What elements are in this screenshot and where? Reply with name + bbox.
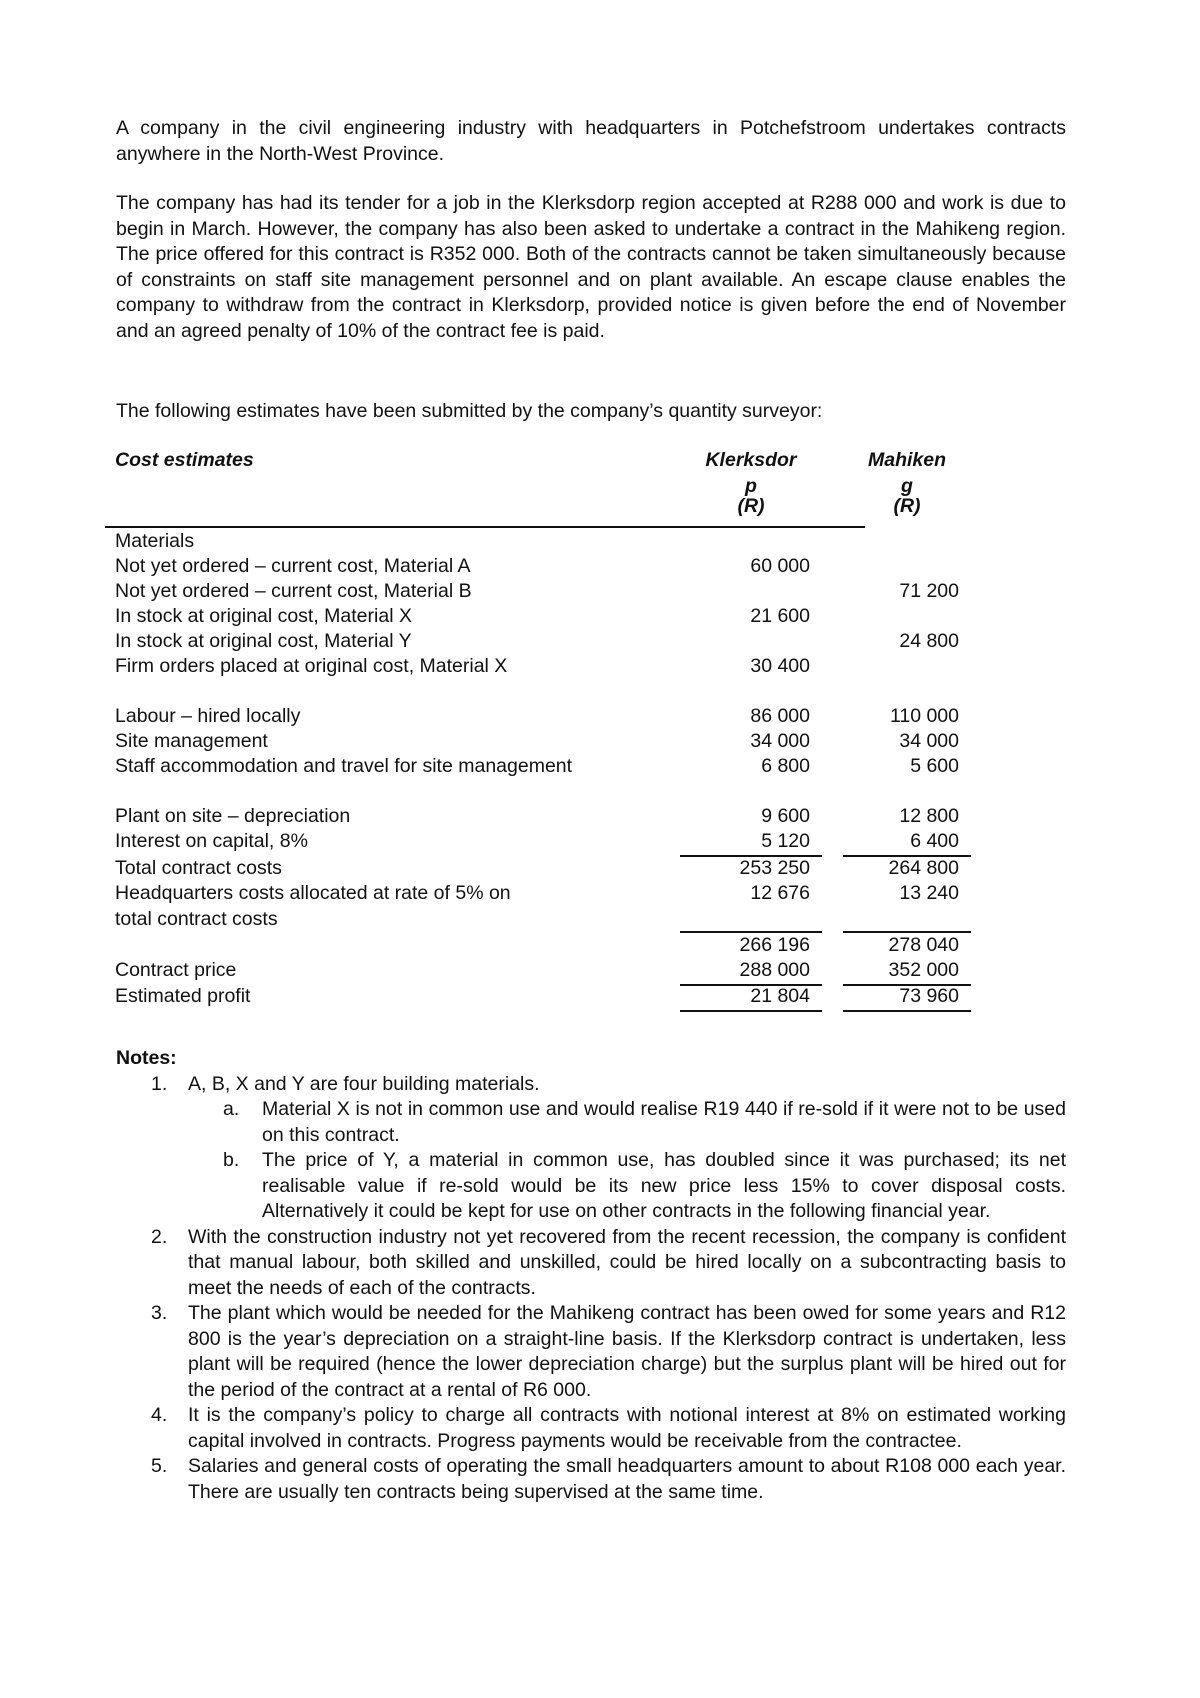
table-header <box>105 448 947 528</box>
note-item: 5. Salaries and general costs of operating the small headquarters amount to about R108 000 each year. There are usually ten contracts being supervised at the same time. <box>151 1455 1066 1503</box>
note-item: 2. With the construction industry not yet recovered from the recent recession, the company is confident that manual labour, both skilled and unskilled, could be hired locally on a subcontracting basis to meet the needs of each of the contracts. <box>151 1225 1066 1299</box>
intro-paragraph-3: The following estimates have been submitted by the company’s quantity surveyor: <box>116 400 823 422</box>
note-item: 3. The plant which would be needed for the Mahikeng contract has been owed for some years and R12 800 is the year’s depreciation on a straight-line basis. If the Klerksdorp contract is undertaken, less plant will be required (hence the lower depreciation charge) but the surplus plant will be hired out for the period of the contract at a rental of R6 000. <box>151 1302 1066 1401</box>
note-item: 4. It is the company’s policy to charge all contracts with notional interest at 8% on estimated working capital involved in contracts. Progress payments would be receivable from the contractee. <box>151 1404 1066 1452</box>
table-header-label: Cost estimates <box>115 449 254 471</box>
header-rule <box>105 526 865 528</box>
notes-section <box>116 1046 1066 1505</box>
cost-estimates-table: Cost estimates Klerksdor p (R) Mahiken g (R) Materials Not yet ordered – current cost, Material A 60 000 Not yet ordered – current cost, Material B 71 200 In stock at original cost, Material X 21 600 In stock at original cost, Material Y 24 800 Firm orders placed at original cost, Material X 30 400 Labour – hired locally 86 000 110 000 Site management 34 000 34 000 Staff accommodation and travel for site management 6 800 5 600 Plant on site – depreciation 9 600 12 800 Interest on capital, 8% 5 120 6 400 Total contract costs 253 250 264 800 Headquarters costs allocated at rate of 5% on total contract costs 12 676 13 240 266 196 278 040 Contract price 288 000 352 000 Estimated profit 21 804 73 960 <box>105 448 865 528</box>
column-header-klerksdorp: Klerksdor p (R) <box>705 449 797 517</box>
column-header-mahikeng: Mahiken g (R) <box>867 449 947 517</box>
note-subitem: b. The price of Y, a material in common use, has doubled since it was purchased; its net realisable value if re-sold would be its new price less 15% to cover disposal costs. Alternatively it could be kept for use on other contracts in the following financial year. <box>223 1149 1066 1222</box>
note-subitem: a. Material X is not in common use and would realise R19 440 if re-sold if it were not to be used on this contract. <box>223 1098 1066 1146</box>
intro-paragraph-1: A company in the civil engineering industry with headquarters in Potchefstroom undertakes contracts anywhere in the North-West Province. <box>116 117 1066 165</box>
note-item: 1. A, B, X and Y are four building materials. a. Material X is not in common use and would realise R19 440 if re-sold if it were not to be used on this contract. b. The price of Y, a material in common use, has doubled since it was purchased; its net realisable value if re-sold would be its new price less 15% to cover disposal costs. Alternatively it could be kept for use on other contracts in the following financial year. <box>116 1072 1066 1225</box>
notes-title: Notes: <box>116 1047 177 1069</box>
intro-paragraph-2: The company has had its tender for a job in the Klerksdorp region accepted at R288 000 and work is due to begin in March. However, the company has also been asked to undertake a contract in the Mahikeng region. The price offered for this contract is R352 000. Both of the contracts cannot be taken simultaneously because of constraints on staff site management personnel and on plant available. An escape clause enables the company to withdraw from the contract in Klerksdorp, provided notice is given before the end of November and an agreed penalty of 10% of the contract fee is paid. <box>116 192 1066 342</box>
